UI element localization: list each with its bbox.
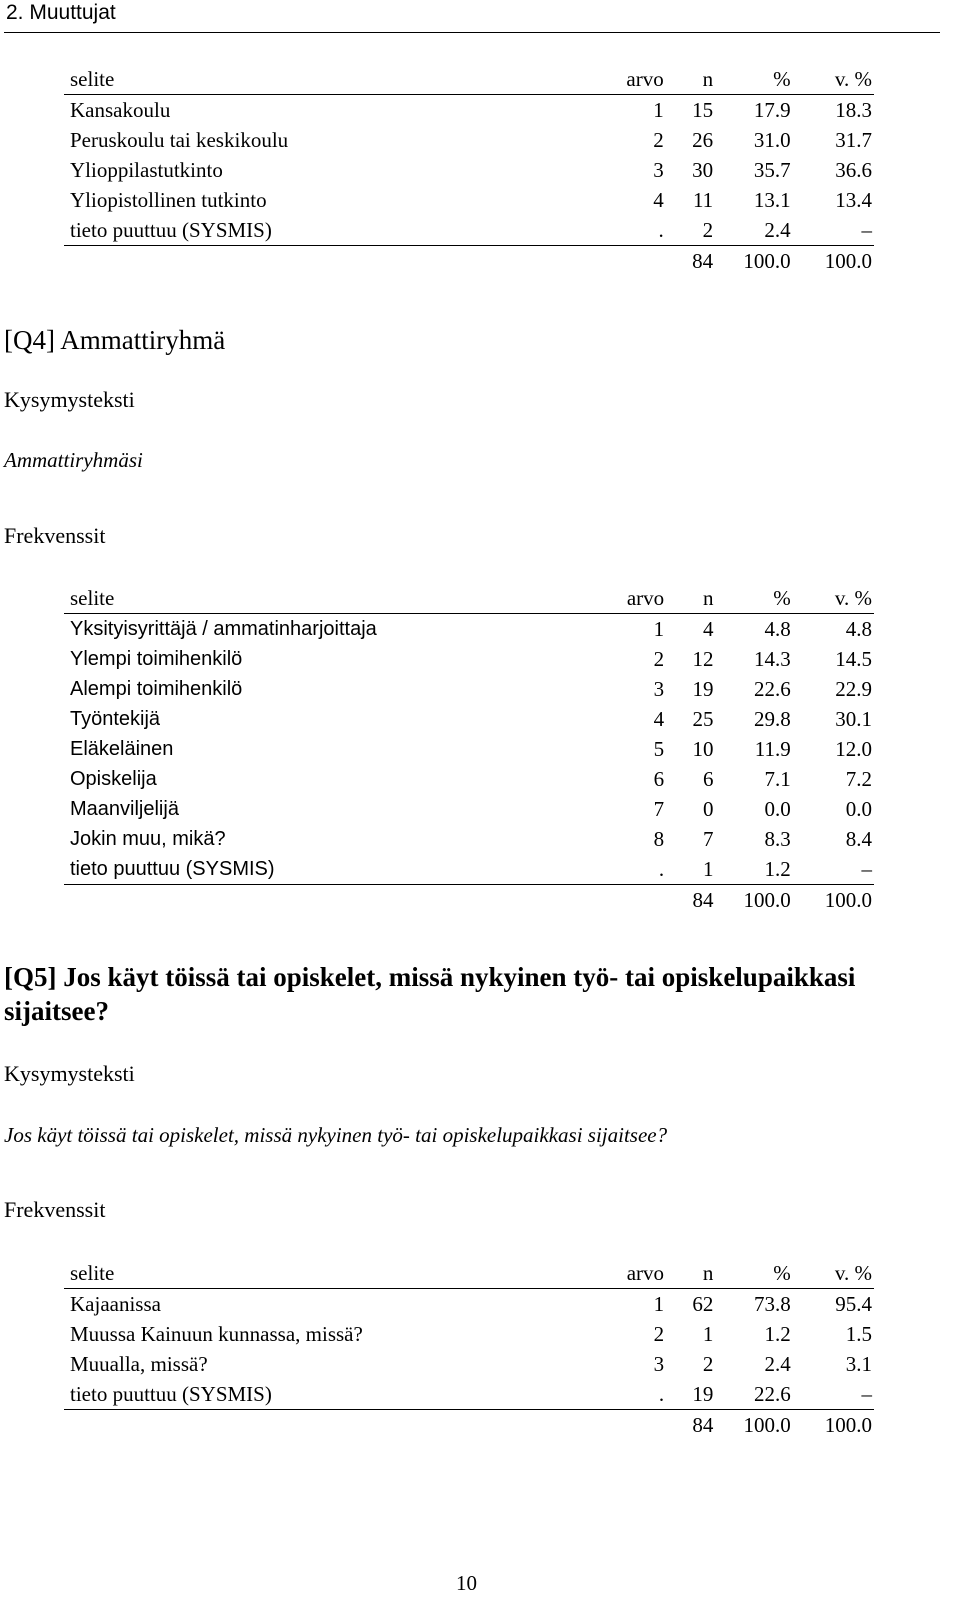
- row-label: Muussa Kainuun kunnassa, missä?: [70, 1322, 363, 1346]
- row-n: 19: [664, 1379, 713, 1410]
- row-n: 30: [692, 158, 714, 182]
- row-label: Työntekijä: [70, 708, 161, 730]
- total-n: 84: [692, 249, 714, 273]
- table-row: [64, 1319, 874, 1349]
- table-row: [64, 704, 874, 734]
- row-pct: 2.4: [764, 1352, 791, 1376]
- row-label: Kansakoulu: [70, 98, 171, 122]
- row-n: 1: [702, 1322, 714, 1346]
- row-n: 0: [702, 797, 714, 821]
- col-header-vpct: v. %: [791, 583, 874, 614]
- row-n: 1: [664, 854, 713, 885]
- page-number: 10: [456, 1571, 477, 1595]
- row-arvo: .: [594, 215, 663, 246]
- total-pct: 100.0: [743, 249, 791, 273]
- row-pct: 7.1: [764, 767, 791, 791]
- row-arvo: 2: [653, 128, 664, 152]
- frequency-table-education: [64, 64, 874, 276]
- row-arvo: 2: [653, 1322, 665, 1346]
- col-header-arvo: arvo: [595, 583, 664, 614]
- row-pct: 14.3: [754, 647, 791, 671]
- table-header-row: [64, 1258, 874, 1289]
- col-header-selite: selite: [64, 64, 594, 95]
- row-arvo: 3: [653, 158, 664, 182]
- table-row: [64, 185, 874, 215]
- row-vpct: 95.4: [835, 1292, 872, 1316]
- frekvenssit-heading: Frekvenssit: [4, 523, 106, 548]
- row-arvo: 4: [653, 707, 665, 731]
- kysymysteksti-heading: Kysymysteksti: [4, 387, 135, 412]
- frekvenssit-heading: Frekvenssit: [4, 1197, 106, 1222]
- row-label: Kajaanissa: [70, 1292, 161, 1316]
- row-pct: 0.0: [764, 797, 791, 821]
- col-header-arvo: arvo: [594, 64, 663, 95]
- row-n: 11: [692, 188, 714, 212]
- row-arvo: 5: [653, 737, 665, 761]
- row-pct: 2.4: [713, 215, 790, 246]
- col-header-n: n: [664, 1258, 713, 1289]
- row-vpct: –: [791, 215, 874, 246]
- row-n: 15: [692, 98, 714, 122]
- col-header-selite: selite: [64, 583, 595, 614]
- col-header-n: n: [664, 64, 713, 95]
- row-arvo: 6: [653, 767, 665, 791]
- row-arvo: 7: [653, 797, 665, 821]
- row-label: Peruskoulu tai keskikoulu: [70, 128, 289, 152]
- table-row: [64, 674, 874, 704]
- row-pct: 4.8: [764, 617, 791, 641]
- table-row: [64, 215, 874, 246]
- frequency-table-q5: [64, 1258, 874, 1440]
- row-vpct: 13.4: [835, 188, 872, 212]
- row-vpct: 8.4: [845, 827, 872, 851]
- row-pct: 1.2: [764, 1322, 791, 1346]
- row-n: 2: [702, 1352, 714, 1376]
- row-arvo: 1: [653, 98, 664, 122]
- col-header-pct: %: [713, 64, 790, 95]
- table-row: [64, 764, 874, 794]
- row-n: 19: [692, 677, 714, 701]
- row-n: 10: [692, 737, 714, 761]
- row-vpct: 0.0: [845, 797, 872, 821]
- row-vpct: 1.5: [845, 1322, 872, 1346]
- row-arvo: 2: [653, 647, 665, 671]
- table-row: [64, 1349, 874, 1379]
- row-vpct: 31.7: [835, 128, 872, 152]
- question-title-q4: [Q4] Ammattiryhmä: [4, 325, 226, 355]
- row-n: 7: [702, 827, 714, 851]
- col-header-pct: %: [713, 1258, 790, 1289]
- total-row: [64, 246, 874, 277]
- row-label: Ylempi toimihenkilö: [70, 648, 243, 670]
- row-arvo: 3: [653, 677, 665, 701]
- row-pct: 22.6: [713, 1379, 790, 1410]
- total-vpct: 100.0: [824, 249, 872, 273]
- row-label: Muualla, missä?: [70, 1352, 208, 1376]
- kysymysteksti-heading: Kysymysteksti: [4, 1061, 135, 1086]
- row-vpct: –: [791, 854, 874, 885]
- row-n: 12: [692, 647, 714, 671]
- row-n: 26: [692, 128, 714, 152]
- total-pct: 100.0: [743, 1413, 791, 1437]
- table-header-row: [64, 583, 874, 614]
- row-arvo: 4: [653, 188, 664, 212]
- table-row: [64, 614, 874, 645]
- row-pct: 22.6: [754, 677, 791, 701]
- row-pct: 8.3: [764, 827, 791, 851]
- col-header-vpct: v. %: [791, 1258, 874, 1289]
- table-row: [64, 644, 874, 674]
- table-row: [64, 1289, 874, 1320]
- question-text: Ammattiryhmäsi: [4, 448, 143, 472]
- row-pct: 11.9: [754, 737, 791, 761]
- table-row: [64, 155, 874, 185]
- row-pct: 17.9: [753, 98, 791, 122]
- row-pct: 31.0: [753, 128, 791, 152]
- row-n: 62: [692, 1292, 714, 1316]
- frequency-table-q4: [64, 583, 874, 915]
- row-n: 2: [664, 215, 713, 246]
- total-vpct: 100.0: [824, 1413, 872, 1437]
- total-row: [64, 885, 874, 916]
- row-vpct: 22.9: [835, 677, 872, 701]
- row-label: Maanviljelijä: [70, 798, 179, 820]
- row-pct: 1.2: [713, 854, 790, 885]
- section-header: 2. Muuttujat: [6, 1, 116, 24]
- table-row: [64, 854, 874, 885]
- row-label: Jokin muu, mikä?: [70, 828, 226, 850]
- row-label: tieto puuttuu (SYSMIS): [64, 1379, 595, 1410]
- row-label: tieto puuttuu (SYSMIS): [64, 215, 594, 246]
- row-label: Yksityisyrittäjä / ammatinharjoittaja: [70, 618, 377, 640]
- row-n: 4: [702, 617, 714, 641]
- col-header-vpct: v. %: [791, 64, 874, 95]
- col-header-n: n: [664, 583, 713, 614]
- row-vpct: 4.8: [845, 617, 872, 641]
- col-header-pct: %: [713, 583, 790, 614]
- row-vpct: 36.6: [835, 158, 872, 182]
- question-title-q5: [Q5] Jos käyt töissä tai opiskelet, missä nykyinen työ- tai opiskelupaikkasi sijaitsee?: [4, 962, 856, 1026]
- row-label: Opiskelija: [70, 768, 157, 790]
- total-vpct: 100.0: [824, 888, 872, 912]
- row-vpct: 3.1: [845, 1352, 872, 1376]
- table-row: [64, 824, 874, 854]
- row-pct: 73.8: [753, 1292, 791, 1316]
- row-arvo: 1: [653, 1292, 665, 1316]
- row-vpct: –: [791, 1379, 874, 1410]
- table-row: [64, 95, 874, 126]
- row-vpct: 14.5: [835, 647, 872, 671]
- table-row: [64, 734, 874, 764]
- row-arvo: .: [595, 854, 664, 885]
- row-n: 25: [692, 707, 714, 731]
- row-label: Eläkeläinen: [70, 738, 174, 760]
- row-arvo: 8: [653, 827, 665, 851]
- row-pct: 29.8: [754, 707, 791, 731]
- row-vpct: 12.0: [835, 737, 872, 761]
- row-pct: 35.7: [753, 158, 791, 182]
- total-n: 84: [692, 1413, 714, 1437]
- col-header-selite: selite: [64, 1258, 595, 1289]
- row-label: Ylioppilastutkinto: [70, 158, 223, 182]
- table-row: [64, 794, 874, 824]
- row-arvo: .: [595, 1379, 664, 1410]
- row-arvo: 1: [653, 617, 665, 641]
- table-header-row: [64, 64, 874, 95]
- question-text: Jos käyt töissä tai opiskelet, missä nykyinen työ- tai opiskelupaikkasi sijaitsee?: [4, 1123, 668, 1147]
- row-vpct: 30.1: [835, 707, 872, 731]
- total-row: [64, 1410, 874, 1441]
- row-vpct: 18.3: [835, 98, 872, 122]
- row-pct: 13.1: [753, 188, 791, 212]
- header-divider: [4, 32, 940, 33]
- total-pct: 100.0: [743, 888, 791, 912]
- total-n: 84: [692, 888, 714, 912]
- row-label: Alempi toimihenkilö: [70, 678, 243, 700]
- row-n: 6: [702, 767, 714, 791]
- row-vpct: 7.2: [845, 767, 872, 791]
- col-header-arvo: arvo: [595, 1258, 664, 1289]
- row-arvo: 3: [653, 1352, 665, 1376]
- table-row: [64, 1379, 874, 1410]
- table-row: [64, 125, 874, 155]
- row-label: Yliopistollinen tutkinto: [70, 188, 267, 212]
- row-label: tieto puuttuu (SYSMIS): [64, 854, 595, 885]
